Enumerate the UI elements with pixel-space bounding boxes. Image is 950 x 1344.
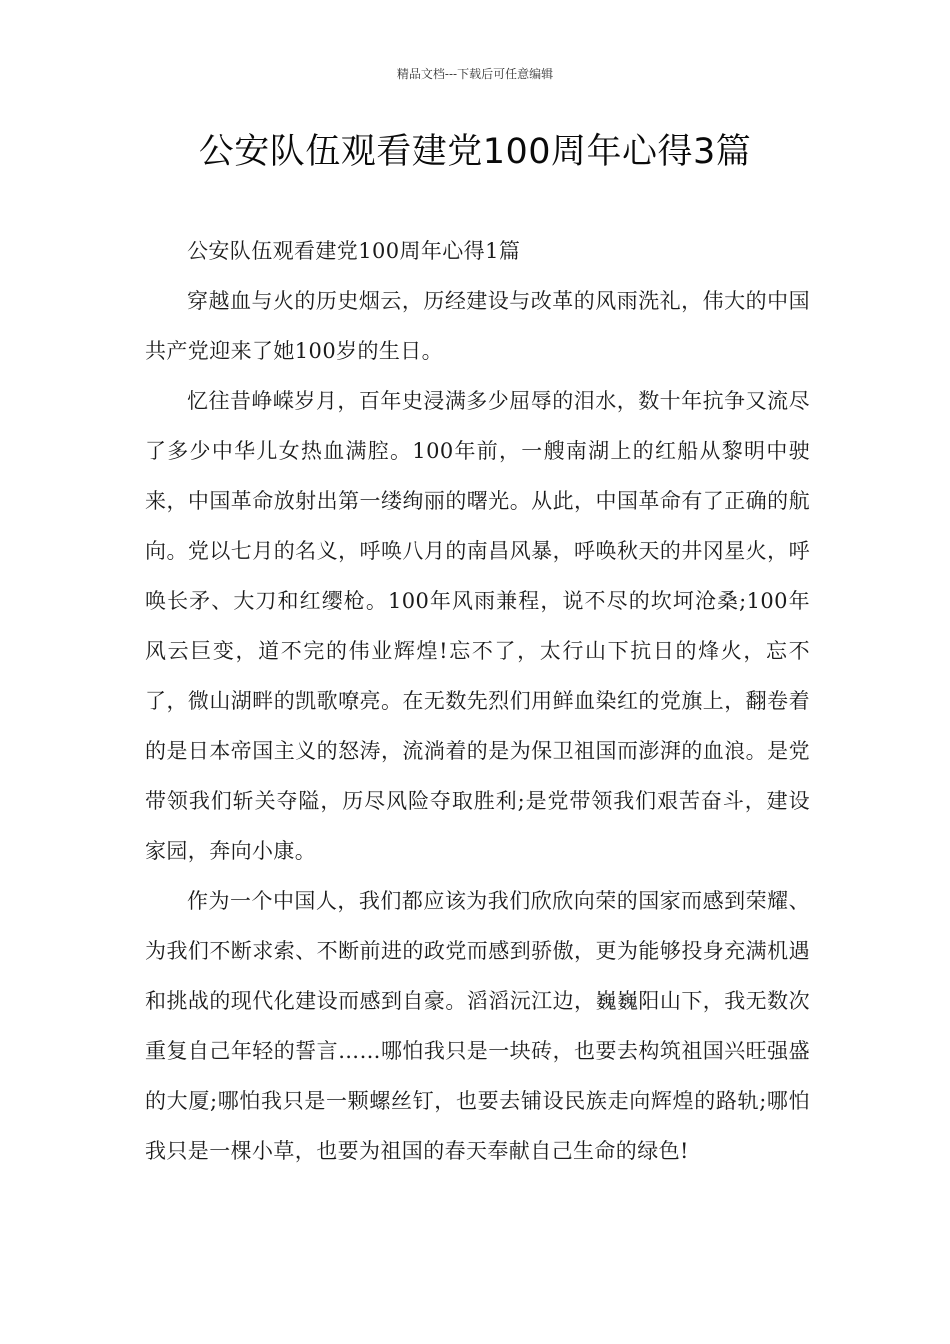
paragraph: 穿越血与火的历史烟云，历经建设与改革的风雨洗礼，伟大的中国共产党迎来了她100岁的生日。: [145, 289, 810, 363]
paragraph: 忆往昔峥嵘岁月，百年史浸满多少屈辱的泪水，数十年抗争又流尽了多少中华儿女热血满腔。100年前，一艘南湖上的红船从黎明中驶来，中国革命放射出第一缕绚丽的曙光。从此，中国革命有了正确的航向。党以七月的名义，呼唤八月的南昌风暴，呼唤秋天的井冈星火，呼唤长矛、大刀和红缨枪。100年风雨兼程，说不尽的坎坷沧桑;100年风云巨变，道不完的伟业辉煌!忘不了，太行山下抗日的烽火，忘不了，微山湖畔的凯歌嘹亮。在无数先烈们用鲜血染红的党旗上，翻卷着的是日本帝国主义的怒涛，流淌着的是为保卫祖国而澎湃的血浪。是党带领我们斩关夺隘，历尽风险夺取胜利;是党带领我们艰苦奋斗，建设家园，奔向小康。: [145, 389, 810, 863]
paragraph: 作为一个中国人，我们都应该为我们欣欣向荣的国家而感到荣耀、为我们不断求索、不断前进的政党而感到骄傲，更为能够投身充满机遇和挑战的现代化建设而感到自豪。滔滔沅江边，巍巍阳山下，我无数次重复自己年轻的誓言……哪怕我只是一块砖，也要去构筑祖国兴旺强盛的大厦;哪怕我只是一颗螺丝钉，也要去铺设民族走向辉煌的路轨;哪怕我只是一棵小草，也要为祖国的春天奉献自己生命的绿色!: [145, 889, 810, 1163]
document-body: [145, 226, 810, 1176]
header-note: 精品文档---下载后可任意编辑: [396, 67, 554, 81]
document-title: 公安队伍观看建党100周年心得3篇: [198, 132, 752, 172]
section-heading: 公安队伍观看建党100周年心得1篇: [187, 239, 521, 263]
